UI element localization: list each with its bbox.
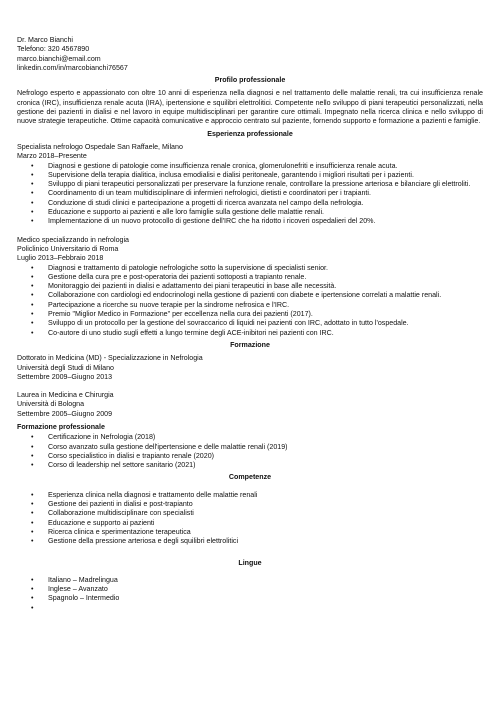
list-item: • Collaborazione con cardiologi ed endocrinologi nella gestione di pazienti con diabete e ipertensione correlati a malattie renali. [17, 291, 483, 300]
education-entry [17, 354, 483, 382]
job-dates: Luglio 2013–Febbraio 2018 [17, 254, 104, 263]
education-school: Università degli Studi di Milano [17, 363, 114, 372]
training-list [17, 433, 483, 470]
list-item: • Gestione dei pazienti in dialisi e post-trapianto [17, 500, 483, 509]
list-item: • Gestione della pressione arteriosa e degli squilibri elettrolitici [17, 537, 483, 546]
education-dates: Settembre 2005–Giugno 2009 [17, 409, 113, 418]
list-item: • Educazione e supporto ai pazienti e alle loro famiglie sulla gestione delle malattie renali. [17, 208, 483, 217]
contact-block [17, 36, 483, 73]
education-entry [17, 391, 483, 419]
job-organization: Policlinico Universitario di Roma [17, 244, 119, 253]
list-item [17, 604, 483, 613]
job-bullets [17, 162, 483, 227]
list-item: • Spagnolo – Intermedio [17, 594, 483, 603]
list-item: • Corso avanzato sulla gestione dell'ipertensione e delle malattie renali (2019) [17, 443, 483, 452]
list-item: • Sviluppo di piani terapeutici personalizzati per preservare la funzione renale, controllare la pressione arteriosa e bilanciare gli elettroliti. [17, 180, 483, 189]
education-degree: Laurea in Medicina e Chirurgia [17, 391, 114, 400]
job-title: Medico specializzando in nefrologia [17, 235, 129, 244]
training-heading: Formazione professionale [17, 422, 105, 431]
education-degree: Dottorato in Medicina (MD) - Specializzazione in Nefrologia [17, 354, 203, 363]
list-item: • Italiano – Madrelingua [17, 576, 483, 585]
list-item: • Certificazione in Nefrologia (2018) [17, 433, 483, 442]
list-item: • Ricerca clinica e sperimentazione terapeutica [17, 528, 483, 537]
job-dates: Marzo 2018–Presente [17, 152, 87, 161]
experience-heading: Esperienza professionale [207, 129, 293, 138]
profile-text: Nefrologo esperto e appassionato con oltre 10 anni di esperienza nella diagnosi e nel trattamento delle malattie renali, tra cui insufficienza renale cronica (IRC), insufficienza renale acuta (IRA), ipertensione e squilibri elettrolitici. Competente nello sviluppo di piani terapeutici personalizzati, nella gestione dei pazienti in dialisi e nel lavoro in equipe multidisciplinari per garantire cure ottimali. Impegnato nella ricerca clinica e nello sviluppo di nuove strategie terapeutiche. Ottime capacità comunicative e approccio centrato sul paziente, fornendo supporto e formazione a pazienti e famiglie. [17, 89, 483, 126]
job-bullets [17, 264, 483, 338]
list-item: • Inglese – Avanzato [17, 585, 483, 594]
list-item: • Implementazione di un nuovo protocollo di gestione dell'IRC che ha ridotto i ricoveri ospedalieri del 20%. [17, 217, 483, 226]
list-item: • Esperienza clinica nella diagnosi e trattamento delle malattie renali [17, 491, 483, 500]
job-entry [17, 236, 483, 338]
list-item: • Corso di leadership nel settore sanitario (2021) [17, 461, 483, 470]
job-entry [17, 143, 483, 227]
list-item: • Supervisione della terapia dialitica, inclusa emodialisi e dialisi peritoneale, garantendo i migliori risultati per i pazienti. [17, 171, 483, 180]
list-item: • Premio "Miglior Medico in Formazione" per eccellenza nella cura dei pazienti (2017). [17, 310, 483, 319]
list-item: • Corso specialistico in dialisi e trapianto renale (2020) [17, 452, 483, 461]
list-item: • Conduzione di studi clinici e partecipazione a progetti di ricerca avanzata nel campo della nefrologia. [17, 199, 483, 208]
contact-linkedin[interactable]: linkedin.com/in/marcobianchi76567 [17, 63, 128, 72]
education-school: Università di Bologna [17, 400, 85, 409]
contact-phone: Telefono: 320 4567890 [17, 45, 90, 54]
resume-page [17, 36, 483, 613]
education-heading: Formazione [230, 340, 270, 349]
languages-list [17, 576, 483, 613]
languages-heading: Lingue [238, 558, 262, 567]
education-dates: Settembre 2009–Giugno 2013 [17, 372, 113, 381]
list-item: • Collaborazione multidisciplinare con specialisti [17, 509, 483, 518]
list-item: • Partecipazione a ricerche su nuove terapie per la sindrome nefrosica e l'IRC. [17, 301, 483, 310]
list-item: • Co-autore di uno studio sugli effetti a lungo termine degli ACE-inibitori nei pazienti con IRC. [17, 329, 483, 338]
skills-list [17, 491, 483, 547]
list-item: • Monitoraggio dei pazienti in dialisi e adattamento dei piani terapeutici in base alle necessità. [17, 282, 483, 291]
list-item: • Coordinamento di un team multidisciplinare di infermieri nefrologici, dietisti e coordinatori per i trapianti. [17, 189, 483, 198]
list-item: • Diagnosi e trattamento di patologie nefrologiche sotto la supervisione di specialisti senior. [17, 264, 483, 273]
list-item: • Gestione della cura pre e post-operatoria dei pazienti sottoposti a trapianto renale. [17, 273, 483, 282]
skills-heading: Competenze [228, 473, 272, 482]
contact-email[interactable]: marco.bianchi@email.com [17, 54, 101, 63]
job-title: Specialista nefrologo Ospedale San Raffaele, Milano [17, 142, 183, 151]
profile-heading: Profilo professionale [214, 76, 286, 85]
list-item: • Educazione e supporto ai pazienti [17, 519, 483, 528]
contact-name: Dr. Marco Bianchi [17, 36, 73, 44]
list-item: • Sviluppo di un protocollo per la gestione del sovraccarico di liquidi nei pazienti con IRC, adottato in tutto l'ospedale. [17, 319, 483, 328]
list-item: • Diagnosi e gestione di patologie come insufficienza renale cronica, glomerulonefriti e insufficienza renale acuta. [17, 162, 483, 171]
